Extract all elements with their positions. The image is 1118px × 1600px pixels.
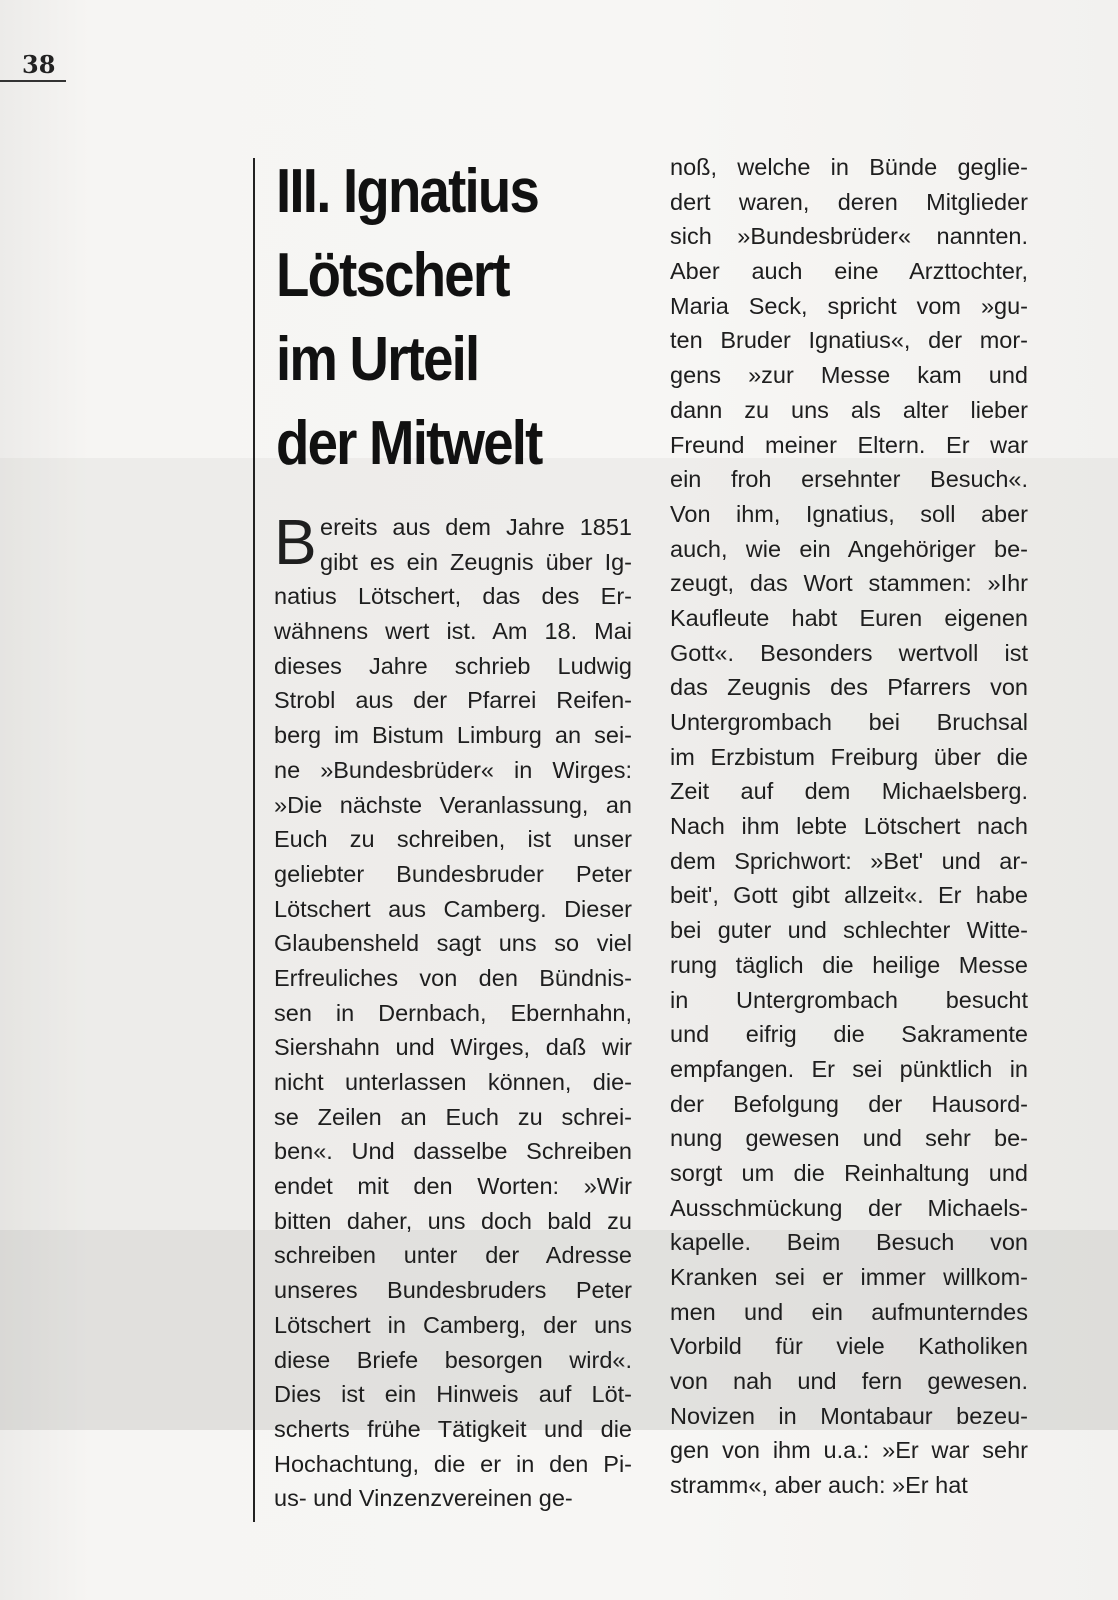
text-line: und eifrig die Sakramente <box>670 1021 1028 1048</box>
text-line: zeugt, das Wort stammen: »Ihr <box>670 570 1028 597</box>
text-line: Dies ist ein Hinweis auf Löt- <box>274 1381 632 1408</box>
text-line: ben«. Und dasselbe Schreiben <box>274 1138 632 1165</box>
text-line: Aber auch eine Arzttochter, <box>670 258 1028 285</box>
heading-line: III. Ignatius <box>276 157 539 226</box>
text-line: Vorbild für viele Katholiken <box>670 1333 1028 1360</box>
text-line: Gott«. Besonders wertvoll ist <box>670 639 1028 666</box>
text-line: diese Briefe besorgen wird«. <box>274 1346 632 1373</box>
text-line: sen in Dernbach, Ebernhahn, <box>274 999 632 1026</box>
text-line: ne »Bundesbrüder« in Wirges: <box>274 756 632 783</box>
text-line: Glaubensheld sagt uns so viel <box>274 930 632 957</box>
text-line: sich »Bundesbrüder« nannten. <box>670 223 1028 250</box>
text-line: empfangen. Er sei pünktlich in <box>670 1055 1028 1082</box>
text-column-right <box>670 150 1028 1503</box>
text-line: ten Bruder Ignatius«, der mor- <box>670 327 1028 354</box>
text-line: se Zeilen an Euch zu schrei- <box>274 1103 632 1130</box>
heading-line: im Urteil <box>276 325 479 394</box>
text-line: von nah und fern gewesen. <box>670 1368 1028 1395</box>
text-line: nicht unterlassen können, die- <box>274 1069 632 1095</box>
text-line: rung täglich die heilige Messe <box>670 951 1028 978</box>
text-line: ein froh ersehnter Besuch«. <box>670 466 1028 493</box>
text-line: Untergrombach bei Bruchsal <box>670 709 1028 735</box>
text-line: noß, welche in Bünde geglie- <box>670 154 1028 180</box>
text-line: Zeit auf dem Michaelsberg. <box>670 778 1028 805</box>
drop-cap: B <box>274 506 317 578</box>
text-line: endet mit den Worten: »Wir <box>274 1173 632 1200</box>
text-line: kapelle. Beim Besuch von <box>670 1229 1028 1256</box>
text-line: Erfreuliches von den Bündnis- <box>274 964 632 991</box>
text-line: Von ihm, Ignatius, soll aber <box>670 500 1028 527</box>
text-line: der Befolgung der Hausord- <box>670 1090 1028 1117</box>
vertical-rule <box>253 158 255 1522</box>
page-number-rule <box>0 80 66 82</box>
text-line: Lötschert aus Camberg. Dieser <box>274 895 632 922</box>
heading-line: Lötschert <box>276 241 509 310</box>
text-line: schreiben unter der Adresse <box>274 1242 632 1269</box>
text-line: berg im Bistum Limburg an sei- <box>274 722 632 749</box>
text-line: geliebter Bundesbruder Peter <box>274 860 632 887</box>
text-line: dieses Jahre schrieb Ludwig <box>274 652 632 679</box>
text-line: men und ein aufmunterndes <box>670 1298 1028 1325</box>
text-line: im Erzbistum Freiburg über die <box>670 743 1028 770</box>
text-line: us- und Vinzenzvereinen ge- <box>274 1485 573 1512</box>
text-line: wähnens wert ist. Am 18. Mai <box>274 618 632 645</box>
text-line: bei guter und schlechter Witte- <box>670 917 1028 944</box>
text-line: Siershahn und Wirges, daß wir <box>274 1034 632 1061</box>
text-line: gen von ihm u.a.: »Er war sehr <box>670 1437 1028 1464</box>
text-line: gibt es ein Zeugnis über Ig- <box>320 548 632 575</box>
heading-line: der Mitwelt <box>276 409 542 478</box>
text-line: das Zeugnis des Pfarrers von <box>670 674 1028 701</box>
text-line: sorgt um die Reinhaltung und <box>670 1159 1028 1186</box>
page-number: 38 <box>22 50 56 79</box>
text-line: Novizen in Montabaur bezeu- <box>670 1402 1028 1429</box>
text-line: Nach ihm lebte Lötschert nach <box>670 813 1028 840</box>
text-line: natius Lötschert, das des Er- <box>274 583 632 610</box>
text-line: Strobl aus der Pfarrei Reifen- <box>274 687 632 714</box>
text-line: Maria Seck, spricht vom »gu- <box>670 292 1028 319</box>
text-line: beit', Gott gibt allzeit«. Er habe <box>670 882 1028 909</box>
text-line: auch, wie ein Angehöriger be- <box>670 535 1028 562</box>
text-line: Lötschert in Camberg, der uns <box>274 1311 632 1338</box>
text-line: nung gewesen und sehr be- <box>670 1125 1028 1152</box>
text-line: scherts frühe Tätigkeit und die <box>274 1415 632 1442</box>
text-line: dann zu uns als alter lieber <box>670 396 1028 423</box>
text-line: Ausschmückung der Michaels- <box>670 1194 1028 1221</box>
text-line: Euch zu schreiben, ist unser <box>274 826 632 853</box>
text-line: bitten daher, uns doch bald zu <box>274 1207 632 1234</box>
text-line: in Untergrombach besucht <box>670 986 1028 1013</box>
text-column-left <box>274 506 632 1516</box>
text-line: Kranken sei er immer willkom- <box>670 1264 1028 1290</box>
text-line: Freund meiner Eltern. Er war <box>670 431 1028 458</box>
text-line: dert waren, deren Mitglieder <box>670 188 1028 215</box>
text-line: unseres Bundesbruders Peter <box>274 1277 632 1304</box>
text-line: gens »zur Messe kam und <box>670 362 1028 389</box>
text-line: ereits aus dem Jahre 1851 <box>320 514 632 540</box>
text-line: »Die nächste Veranlassung, an <box>274 791 632 818</box>
text-line: Kaufleute habt Euren eigenen <box>670 604 1028 631</box>
text-line: dem Sprichwort: »Bet' und ar- <box>670 847 1028 874</box>
chapter-heading <box>276 150 540 486</box>
text-line: stramm«, aber auch: »Er hat <box>670 1472 968 1499</box>
text-line: Hochachtung, die er in den Pi- <box>274 1450 632 1477</box>
